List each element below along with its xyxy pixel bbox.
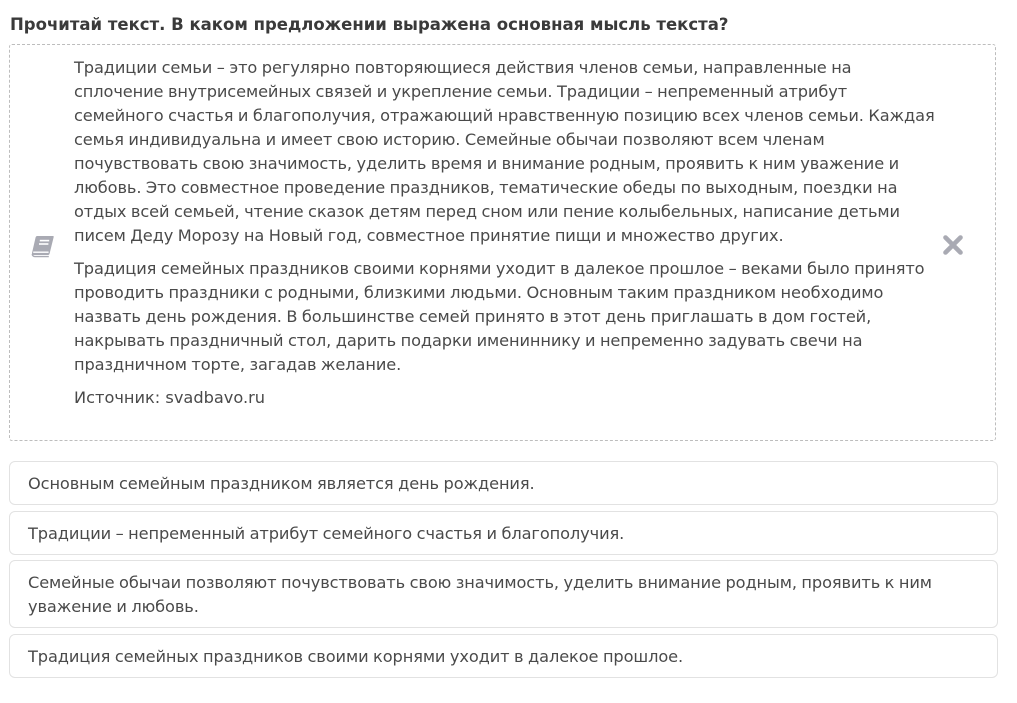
reading-paragraph-1: Традиции семьи – это регулярно повторяющиеся действия членов семьи, направленные на сплочение внутрисемейных связей и укрепление семьи. Традиции – непременный атрибут семейного счастья и благополучия, отражающий нравственную позицию всех членов семьи. Каждая семья индивидуальна и имеет свою историю. Семейные обычаи позволяют всем членам почувствовать свою значимость, уделить время и внимание родным, проявить к ним уважение и любовь. Это совместное проведение праздников, тематические обеды по выходным, поездки на отдых всей семьей, чтение сказок детям перед сном или пение колыбельных, написание детьми писем Деду Морозу на Новый год, совместное принятие пищи и множество других.: [74, 58, 935, 245]
close-icon[interactable]: [941, 233, 965, 257]
answer-option-1[interactable]: Основным семейным праздником является день рождения.: [9, 461, 998, 505]
answer-option-3[interactable]: Семейные обычаи позволяют почувствовать свою значимость, уделить внимание родным, проявить к ним уважение и любовь.: [9, 560, 998, 628]
answer-option-2[interactable]: Традиции – непременный атрибут семейного счастья и благополучия.: [9, 511, 998, 555]
reading-paragraph-2: Традиция семейных праздников своими корнями уходит в далекое прошлое – веками было принято проводить праздники с родными, близкими людьми. Основным таким праздником необходимо назвать день рождения. В большинстве семей принято в этот день приглашать в дом гостей, накрывать праздничный стол, дарить подарки имениннику и непременно задувать свечи на праздничном торте, загадав желание.: [74, 259, 925, 374]
question-title: Прочитай текст. В каком предложении выражена основная мысль текста?: [10, 15, 729, 34]
reading-text-panel: [9, 44, 996, 441]
reading-text: [74, 56, 936, 410]
reading-source: Источник: svadbavo.ru: [74, 388, 266, 407]
answer-option-4[interactable]: Традиция семейных праздников своими корнями уходит в далекое прошлое.: [9, 634, 998, 678]
book-icon: [30, 234, 56, 258]
